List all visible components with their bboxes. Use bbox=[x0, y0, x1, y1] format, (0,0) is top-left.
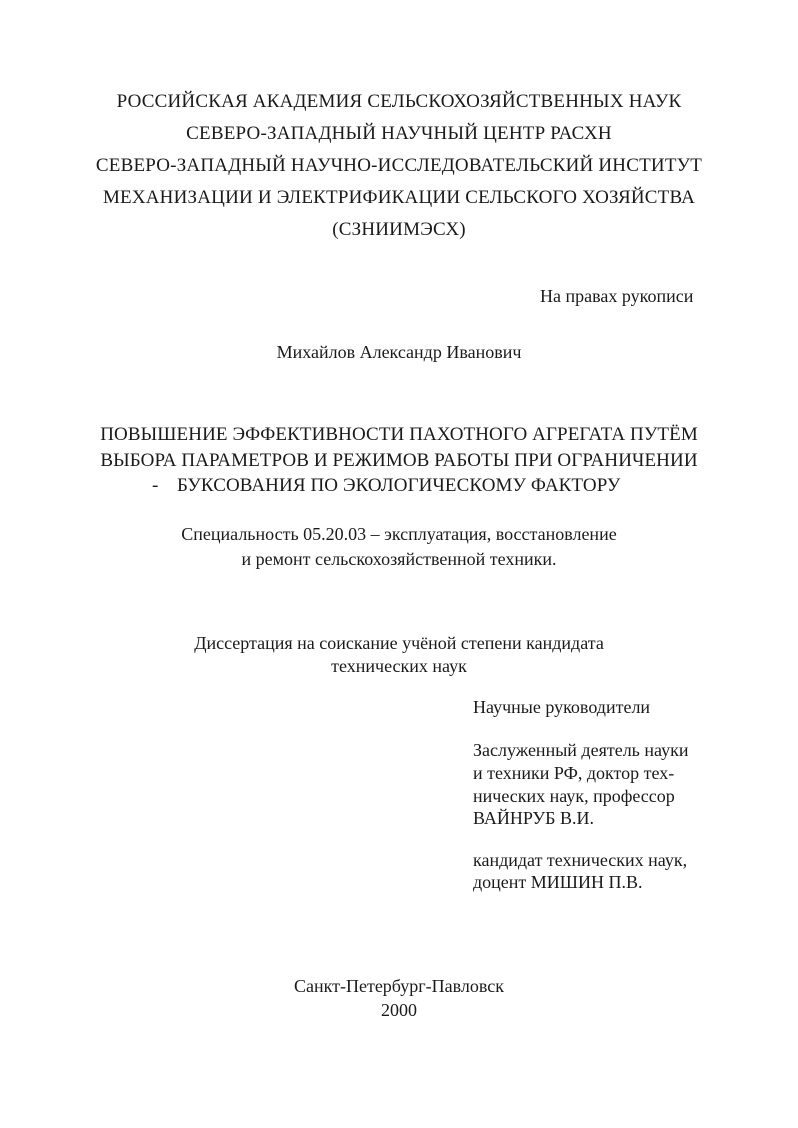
thesis-title-line-3: БУКСОВАНИЯ ПО ЭКОЛОГИЧЕСКОМУ ФАКТОРУ bbox=[177, 475, 621, 496]
specialty-line-1: Специальность 05.20.03 – эксплуатация, восстановление bbox=[181, 524, 617, 544]
supervisor-2-name: доцент МИШИН П.В. bbox=[473, 872, 643, 892]
institution-abbreviation: (СЗНИИМЭСХ) bbox=[332, 219, 466, 240]
institution-line-3: СЕВЕРО-ЗАПАДНЫЙ НАУЧНО-ИССЛЕДОВАТЕЛЬСКИЙ ИНСТИТУТ bbox=[95, 155, 703, 176]
publication-year: 2000 bbox=[381, 1000, 417, 1020]
institution-line-4: МЕХАНИЗАЦИИ И ЭЛЕКТРИФИКАЦИИ СЕЛЬСКОГО ХОЗЯЙСТВА bbox=[102, 187, 696, 208]
author-name: Михайлов Александр Иванович bbox=[276, 342, 522, 362]
supervisor-1-name: ВАЙНРУБ В.И. bbox=[473, 808, 595, 828]
supervisor-1-line-3: нических наук, профессор bbox=[473, 786, 675, 806]
supervisor-2-line-1: кандидат технических наук, bbox=[473, 850, 688, 870]
degree-line-2: технических наук bbox=[331, 656, 467, 676]
institution-line-1: РОССИЙСКАЯ АКАДЕМИЯ СЕЛЬСКОХОЗЯЙСТВЕННЫХ НАУК bbox=[116, 91, 682, 112]
supervisor-1-line-2: и техники РФ, доктор тех- bbox=[473, 763, 675, 783]
institution-line-2: СЕВЕРО-ЗАПАДНЫЙ НАУЧНЫЙ ЦЕНТР РАСХН bbox=[186, 123, 612, 144]
publication-place: Санкт-Петербург-Павловск bbox=[293, 976, 505, 996]
thesis-title-line-1: ПОВЫШЕНИЕ ЭФФЕКТИВНОСТИ ПАХОТНОГО АГРЕГАТА ПУТЁМ bbox=[100, 424, 698, 445]
supervisors-heading: Научные руководители bbox=[473, 697, 651, 717]
specialty-line-2: и ремонт сельскохозяйственной техники. bbox=[241, 549, 557, 569]
thesis-title-dash: - bbox=[152, 475, 159, 496]
thesis-title-line-2: ВЫБОРА ПАРАМЕТРОВ И РЕЖИМОВ РАБОТЫ ПРИ ОГРАНИЧЕНИИ bbox=[100, 450, 698, 471]
supervisor-1-line-1: Заслуженный деятель науки bbox=[473, 740, 689, 760]
degree-line-1: Диссертация на соискание учёной степени кандидата bbox=[194, 633, 604, 653]
manuscript-note: На правах рукописи bbox=[540, 286, 694, 306]
